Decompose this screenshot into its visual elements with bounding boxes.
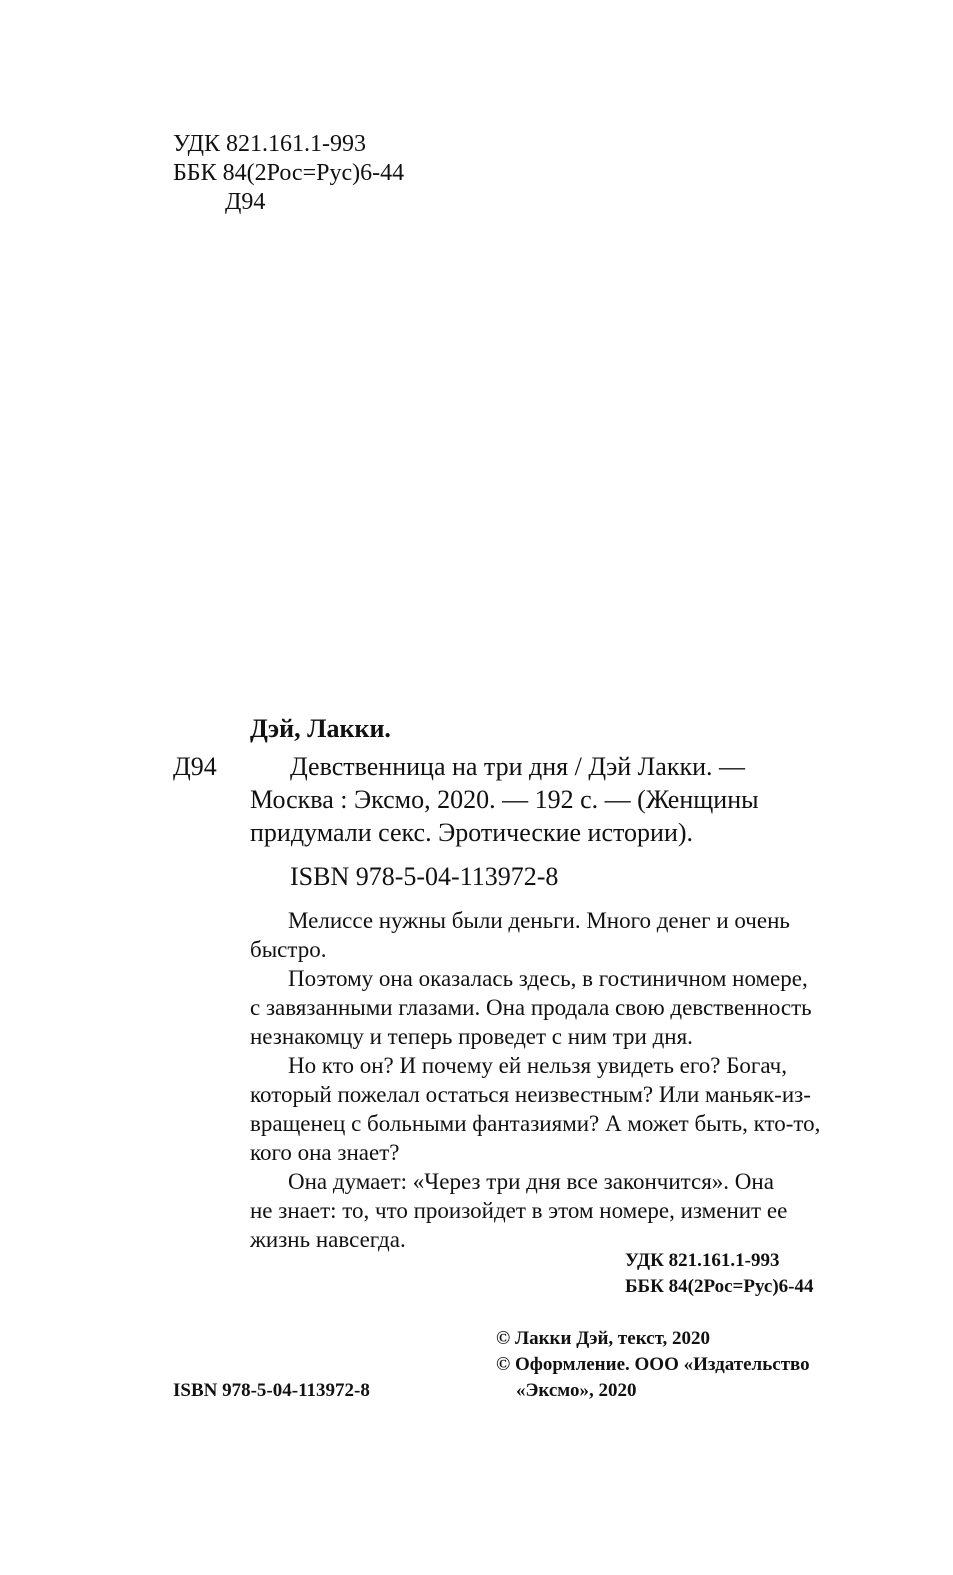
annotation-p3-l1: Но кто он? И почему ей нельзя увидеть его? Богач, [288,1053,787,1078]
copyright-design-line-2: «Эксмо», 2020 [516,1380,637,1401]
annotation-p1-l1: Мелиссе нужны были деньги. Много денег и очень [288,908,790,933]
annotation-p2-l3: незнакомцу и теперь проведет с ним три дня. [250,1024,693,1049]
author-heading: Дэй, Лакки. [250,714,391,743]
copyright-design-line-1: © Оформление. ООО «Издательство [496,1354,810,1375]
entry-line-3: придумали секс. Эротические истории). [250,818,694,847]
copyright-text: © Лакки Дэй, текст, 2020 [496,1328,711,1349]
bottom-bbk: ББК 84(2Рос=Рус)6-44 [625,1276,814,1297]
entry-line-1: Девственница на три дня / Дэй Лакки. — [290,752,746,781]
annotation-p2-l2: с завязанными глазами. Она продала свою девственность [250,995,812,1020]
annotation-p2-l1: Поэтому она оказалась здесь, в гостиничном номере, [288,966,808,991]
annotation-p3-l3: вращенец с больными фантазиями? А может быть, кто-то, [250,1111,821,1136]
bottom-udk: УДК 821.161.1-993 [625,1250,780,1271]
footer-isbn: ISBN 978-5-04-113972-8 [173,1380,370,1401]
entry-code: Д94 [173,752,217,781]
entry-isbn: ISBN 978-5-04-113972-8 [290,862,559,891]
annotation-p4-l3: жизнь навсегда. [250,1227,406,1252]
annotation-p3-l4: кого она знает? [250,1140,400,1165]
top-bbk: ББК 84(2Рос=Рус)6-44 [173,160,405,186]
annotation-p4-l2: не знает: то, что произойдет в этом номере, изменит ее [250,1198,788,1223]
entry-line-2: Москва : Эксмо, 2020. — 192 с. — (Женщины [250,785,759,814]
annotation-p4-l1: Она думает: «Через три дня все закончится». Она [288,1169,774,1194]
annotation-p3-l2: который пожелал остаться неизвестным? Или маньяк-из- [250,1082,811,1107]
top-udk: УДК 821.161.1-993 [173,131,366,157]
top-code: Д94 [225,189,266,215]
annotation-p1-l2: быстро. [250,937,327,962]
